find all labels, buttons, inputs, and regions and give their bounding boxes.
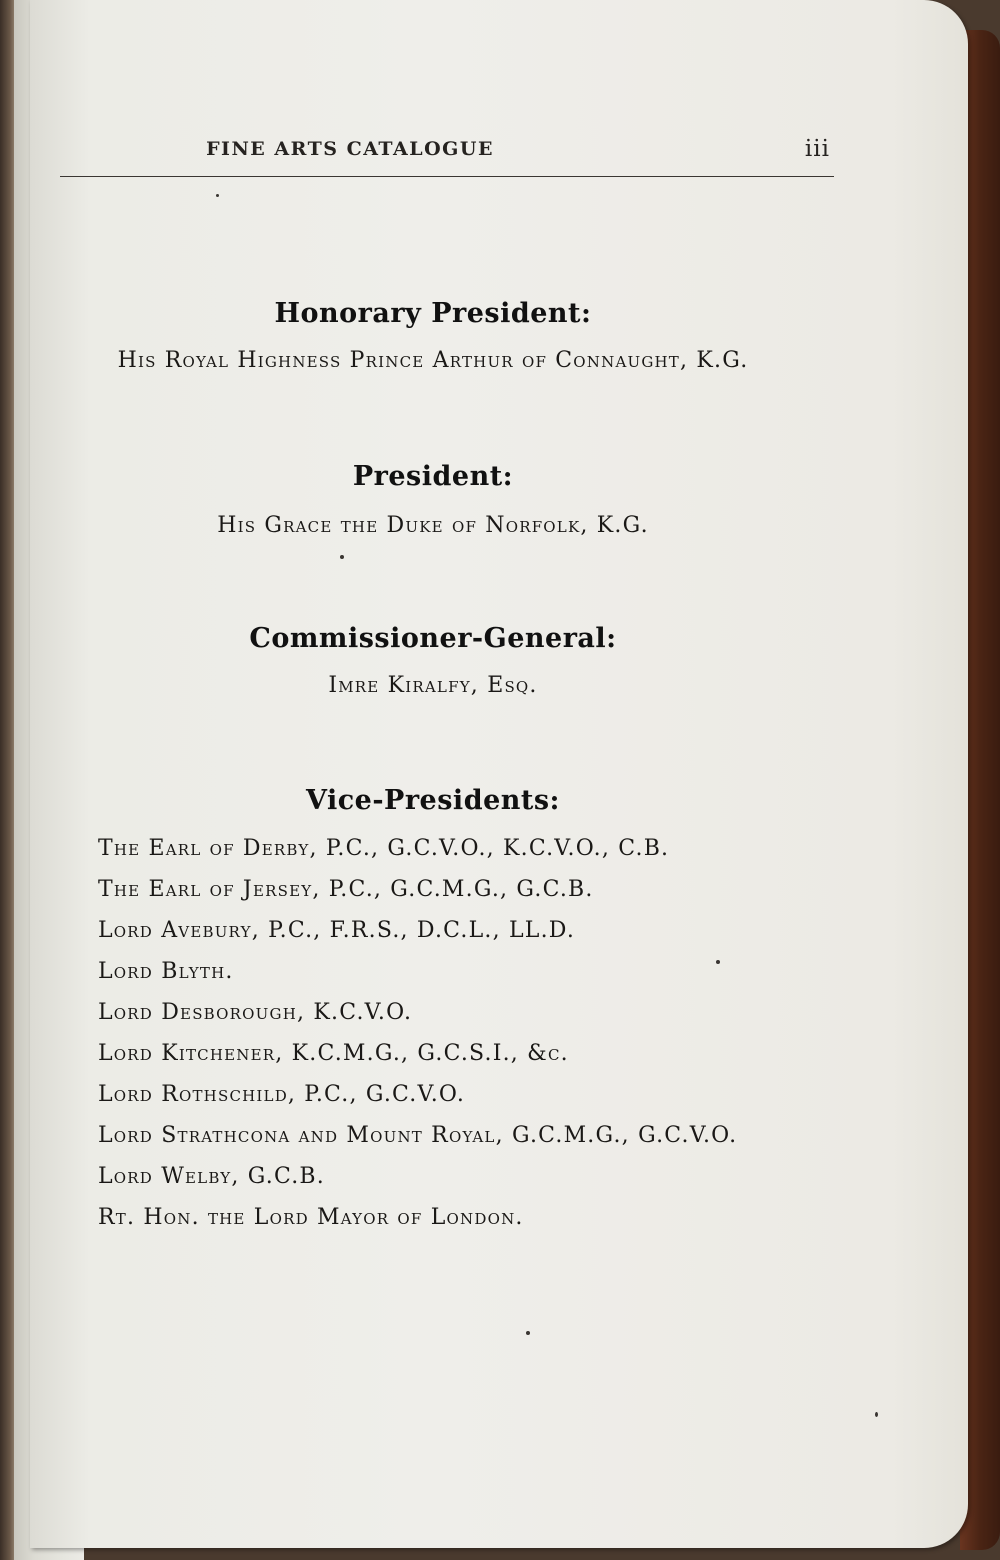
book-page [30, 0, 968, 1548]
header-rule [60, 176, 834, 177]
paper-speck [216, 194, 219, 197]
vice-presidents-heading: Vice-Presidents: [305, 785, 561, 816]
list-item: Rt. Hon. the Lord Mayor of London. [98, 1205, 524, 1230]
president-heading: President: [352, 461, 514, 492]
running-head [60, 136, 830, 176]
running-head-title: FINE ARTS CATALOGUE [206, 138, 494, 160]
honorary-president-heading: Honorary President: [274, 298, 592, 329]
list-item: The Earl of Jersey, P.C., G.C.M.G., G.C.B. [98, 877, 594, 902]
paper-speck [526, 1331, 530, 1335]
list-item: The Earl of Derby, P.C., G.C.V.O., K.C.V.O., C.B. [98, 836, 670, 861]
commissioner-general-name: Imre Kiralfy, Esq. [328, 673, 538, 698]
paper-speck [340, 555, 344, 559]
paper-speck [716, 960, 720, 964]
list-item: Lord Welby, G.C.B. [98, 1164, 325, 1189]
president-name: His Grace the Duke of Norfolk, K.G. [217, 513, 649, 538]
list-item: Lord Rothschild, P.C., G.C.V.O. [98, 1082, 466, 1107]
page-number: iii [804, 136, 830, 162]
honorary-president-name: His Royal Highness Prince Arthur of Connaught, K.G. [117, 348, 749, 373]
commissioner-general-heading: Commissioner-General: [249, 623, 617, 654]
list-item: Lord Strathcona and Mount Royal, G.C.M.G., G.C.V.O. [98, 1123, 738, 1148]
vice-presidents-list [98, 834, 737, 1244]
list-item: Lord Desborough, K.C.V.O. [98, 1000, 413, 1025]
list-item: Lord Kitchener, K.C.M.G., G.C.S.I., &c. [98, 1041, 569, 1066]
paper-speck [875, 1412, 878, 1417]
list-item: Lord Blyth. [98, 959, 234, 984]
list-item: Lord Avebury, P.C., F.R.S., D.C.L., LL.D. [98, 918, 576, 943]
